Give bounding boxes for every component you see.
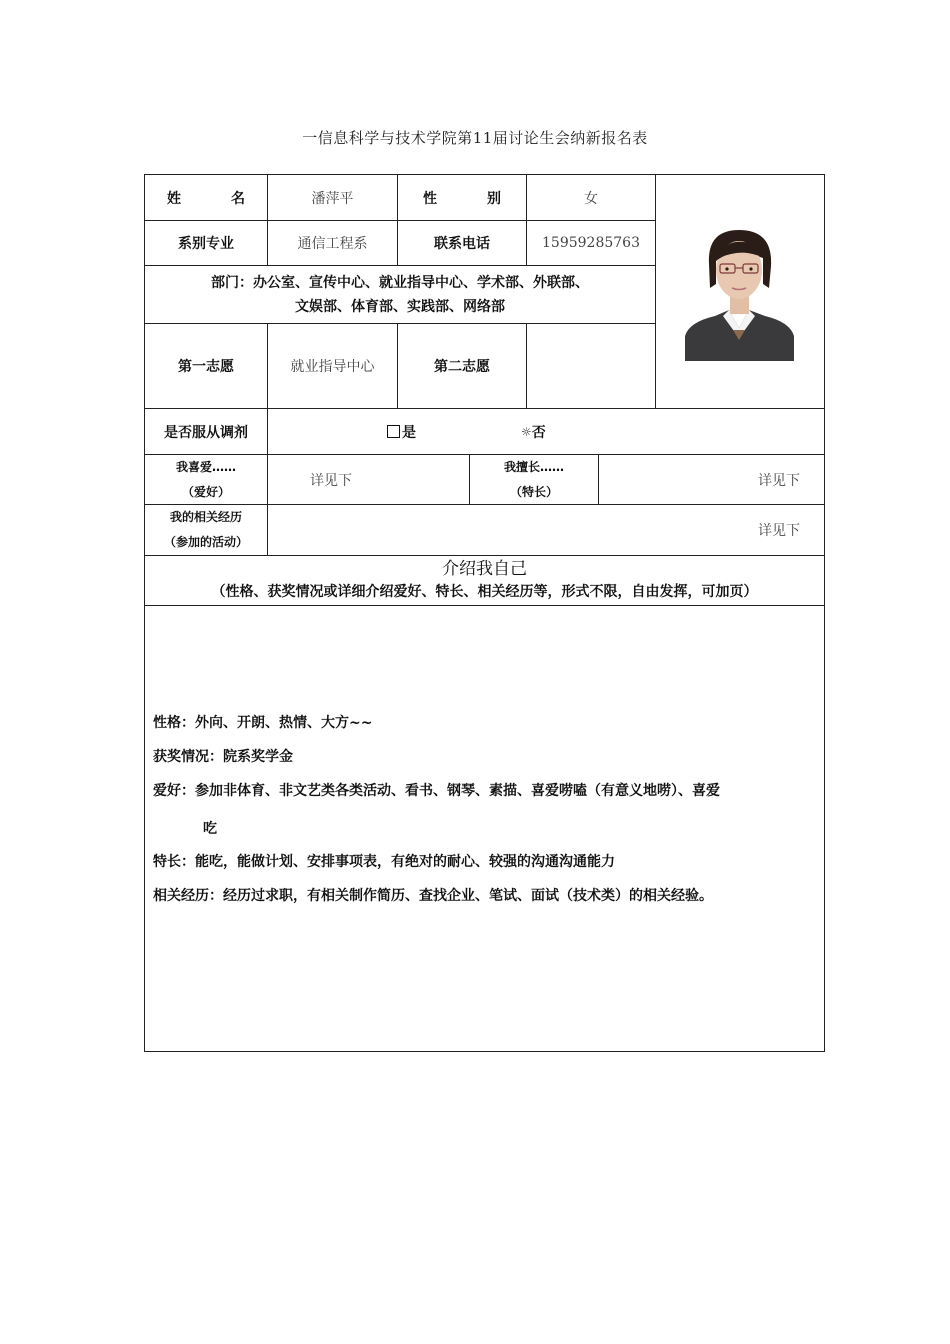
personality-line: 性格：外向、开朗、热情、大方~~	[153, 715, 373, 731]
second-choice-value	[527, 324, 655, 408]
form-title: 一信息科学与技术学院第11届讨论生会纳新报名表	[302, 129, 648, 147]
experience-line: 相关经历：经历过求职，有相关制作简历、查找企业、笔试、面试（技术类）的相关经验。	[153, 888, 713, 904]
phone-label: 联系电话	[434, 236, 490, 252]
adjust-no-label: 否	[531, 424, 546, 441]
experience-label: 我的相关经历 （参加的活动）	[163, 510, 248, 549]
grid-line	[655, 175, 656, 408]
gender-value: 女	[584, 190, 598, 207]
adjust-yes-label: 是	[402, 424, 416, 441]
awards-line: 获奖情况：院系奖学金	[153, 749, 293, 765]
hobbies-line-cont: 吃	[203, 821, 217, 837]
adjust-label: 是否服从调剂	[164, 424, 248, 441]
name-label: 姓 名	[167, 190, 263, 207]
hobbies-line: 爱好：参加非体育、非文艺类各类活动、看书、钢琴、素描、喜爱唠嗑（有意义地唠）、喜爱	[153, 783, 720, 799]
major-value: 通信工程系	[297, 236, 368, 252]
departments-list	[145, 266, 655, 323]
intro-header	[145, 556, 824, 605]
gender-label: 性 别	[423, 190, 519, 207]
adjust-no-option[interactable]	[521, 409, 581, 454]
talents-line: 特长：能吃，能做计划、安排事项表，有绝对的耐心、较强的沟通沟通能力	[153, 854, 615, 870]
intro-subheading: （性格、获奖情况或详细介绍爱好、特长、相关经历等，形式不限，自由发挥，可加页）	[211, 583, 758, 600]
phone-value: 15959285763	[542, 235, 640, 251]
grid-line	[145, 605, 824, 606]
major-label: 系别专业	[178, 236, 234, 252]
adjust-yes-option[interactable]	[387, 409, 447, 454]
second-choice-label: 第二志愿	[434, 359, 490, 375]
hobby-value: 详见下	[310, 472, 352, 489]
departments-line1: 部门：办公室、宣传中心、就业指导中心、学术部、外联部、	[211, 274, 589, 291]
talent-label: 我擅长…… （特长）	[503, 459, 564, 499]
departments-line2: 文娱部、体育部、实践部、网络部	[295, 298, 505, 315]
name-value: 潘萍平	[311, 190, 354, 207]
sun-icon: ☼	[521, 424, 532, 439]
applicant-photo	[685, 218, 794, 361]
first-choice-value: 就业指导中心	[290, 359, 375, 375]
intro-heading: 介绍我自己	[442, 558, 527, 579]
first-choice-label: 第一志愿	[178, 359, 234, 375]
checkbox-icon[interactable]	[387, 425, 400, 438]
hobby-label: 我喜爱…… （爱好）	[175, 459, 236, 499]
talent-value: 详见下	[758, 472, 800, 489]
experience-value: 详见下	[758, 523, 800, 539]
